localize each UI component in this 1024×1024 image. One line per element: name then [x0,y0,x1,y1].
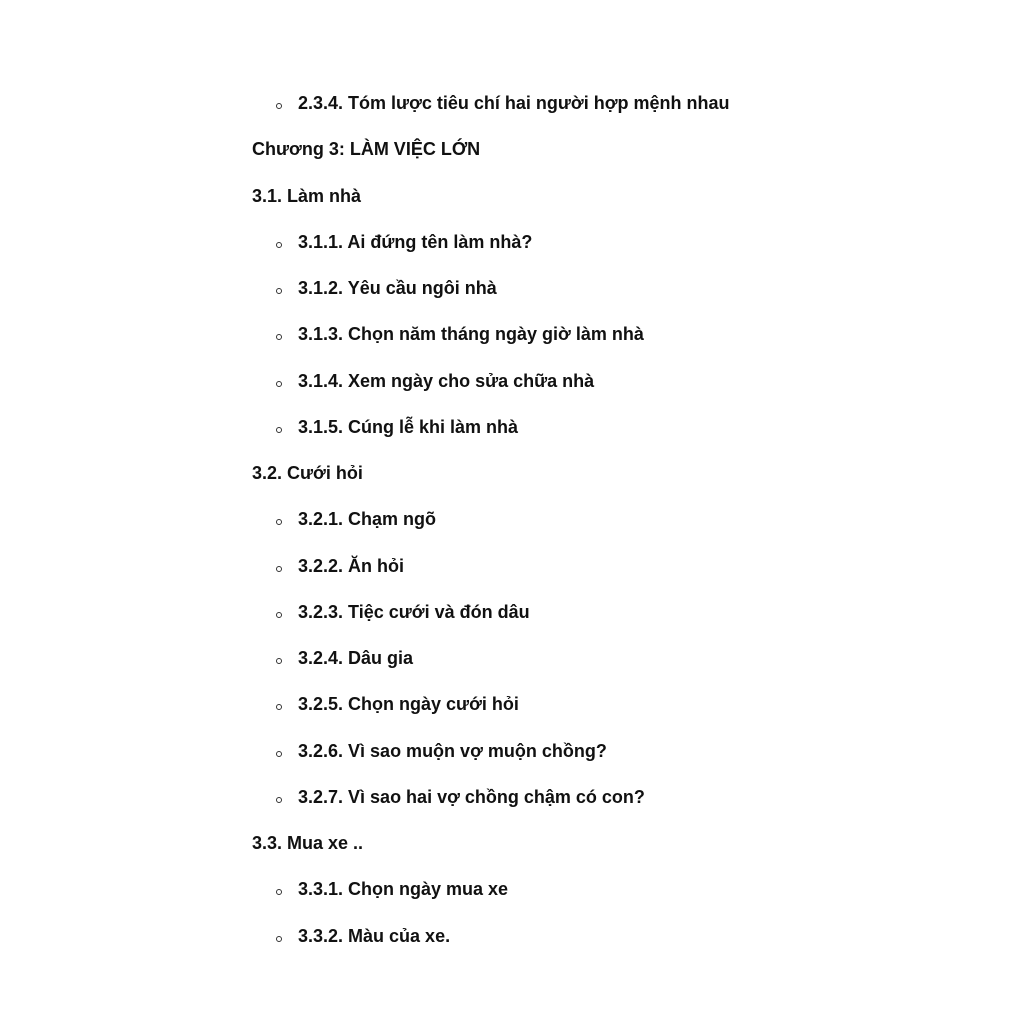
toc-entry-text: 3.1. Làm nhà [252,185,362,206]
hollow-bullet-icon [276,381,282,387]
toc-entry-text: 3.2.5. Chọn ngày cưới hỏi [298,694,519,715]
toc-entry-3-2-2 [252,543,992,589]
hollow-bullet-icon [276,242,282,248]
toc-entry-text: 3.2.6. Vì sao muộn vợ muộn chồng? [298,740,607,761]
hollow-bullet-icon [276,704,282,710]
toc-entry-3-1-2 [252,265,992,311]
toc-entry-3-2-4 [252,635,992,681]
toc-entry-text: 3.3.2. Màu của xe. [298,925,451,946]
toc-entry-text: 3.1.3. Chọn năm tháng ngày giờ làm nhà [298,324,644,345]
toc-entry-3-2-6 [252,728,992,774]
section-heading-3-2 [252,450,992,496]
hollow-bullet-icon [276,103,282,109]
hollow-bullet-icon [276,519,282,525]
toc-entry-3-2-1 [252,496,992,542]
toc-entry-text: Chương 3: LÀM VIỆC LỚN [252,139,481,160]
hollow-bullet-icon [276,658,282,664]
toc-entry-3-3-2 [252,913,992,959]
hollow-bullet-icon [276,751,282,757]
toc-entry-3-3-1 [252,866,992,912]
hollow-bullet-icon [276,334,282,340]
chapter-heading-3 [252,126,992,172]
toc-entry-text: 3.3. Mua xe .. [252,833,364,854]
section-heading-3-3 [252,820,992,866]
toc-entry-text: 3.2.3. Tiệc cưới và đón dâu [298,601,530,622]
toc-entry-text: 3.1.4. Xem ngày cho sửa chữa nhà [298,370,595,391]
toc-entry-3-2-3 [252,589,992,635]
toc-entry-3-2-5 [252,681,992,727]
hollow-bullet-icon [276,288,282,294]
toc-entry-3-1-4 [252,358,992,404]
toc-entry-text: 2.3.4. Tóm lược tiêu chí hai người hợp mệnh nhau [298,93,730,114]
toc-entry-text: 3.2. Cưới hỏi [252,463,363,484]
section-heading-3-1 [252,173,992,219]
toc-entry-3-1-1 [252,219,992,265]
hollow-bullet-icon [276,427,282,433]
toc-entry-3-1-5 [252,404,992,450]
toc-entry-text: 3.2.4. Dâu gia [298,648,414,669]
hollow-bullet-icon [276,612,282,618]
hollow-bullet-icon [276,566,282,572]
toc-entry-text: 3.2.2. Ăn hỏi [298,555,405,576]
toc-entry-text: 3.2.1. Chạm ngõ [298,509,437,530]
toc-entry-text: 3.1.5. Cúng lễ khi làm nhà [298,416,519,437]
toc-entry-2-3-4 [252,80,992,126]
hollow-bullet-icon [276,936,282,942]
hollow-bullet-icon [276,889,282,895]
table-of-contents [252,80,992,959]
toc-entry-text: 3.1.2. Yêu cầu ngôi nhà [298,278,497,299]
toc-entry-3-1-3 [252,311,992,357]
toc-entry-text: 3.1.1. Ai đứng tên làm nhà? [298,231,533,252]
toc-entry-text: 3.2.7. Vì sao hai vợ chồng chậm có con? [298,786,645,807]
toc-entry-text: 3.3.1. Chọn ngày mua xe [298,879,509,900]
hollow-bullet-icon [276,797,282,803]
toc-entry-3-2-7 [252,774,992,820]
